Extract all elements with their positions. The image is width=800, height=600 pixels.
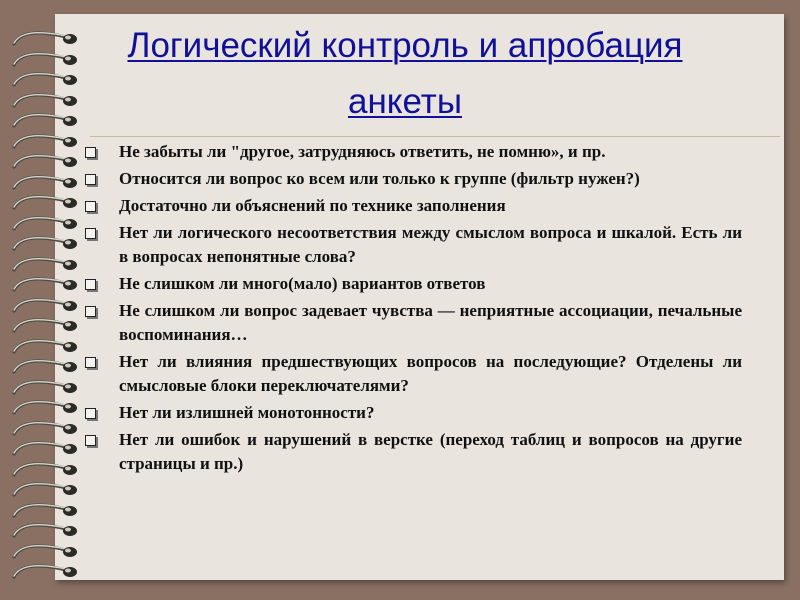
spiral-ring-icon — [8, 397, 80, 419]
spiral-ring-icon — [8, 541, 80, 563]
list-item — [80, 167, 742, 191]
checkbox-square-icon — [85, 201, 96, 212]
spiral-ring-icon — [8, 459, 80, 481]
spiral-ring-icon — [8, 131, 80, 153]
list-item — [80, 272, 742, 296]
spiral-ring-icon — [8, 172, 80, 194]
spiral-ring-icon — [8, 500, 80, 522]
list-item-text: Нет ли влияния предшествующих вопросов на последующие? Отделены ли смысловые блоки переключателями? — [119, 352, 742, 395]
list-item — [80, 350, 742, 398]
list-item-text: Не слишком ли вопрос задевает чувства — неприятные ассоциации, печальные воспоминания… — [119, 301, 742, 344]
checkbox-square-icon — [85, 435, 96, 446]
spiral-binding — [0, 0, 90, 600]
list-item-text: Достаточно ли объяснений по технике заполнения — [119, 196, 506, 215]
list-item-text: Нет ли ошибок и нарушений в верстке (переход таблиц и вопросов на другие страницы и пр.) — [119, 430, 742, 473]
spiral-ring-icon — [8, 520, 80, 542]
list-item — [80, 140, 742, 164]
spiral-ring-icon — [8, 336, 80, 358]
checkbox-square-icon — [85, 306, 96, 317]
list-item-text: Нет ли излишней монотонности? — [119, 403, 375, 422]
spiral-ring-icon — [8, 49, 80, 71]
spiral-ring-icon — [8, 151, 80, 173]
list-item-text: Относится ли вопрос ко всем или только к группе (фильтр нужен?) — [119, 169, 640, 188]
spiral-ring-icon — [8, 315, 80, 337]
spiral-ring-icon — [8, 69, 80, 91]
list-item — [80, 221, 742, 269]
spiral-ring-icon — [8, 254, 80, 276]
spiral-ring-icon — [8, 295, 80, 317]
list-item-text: Нет ли логического несоответствия между смыслом вопроса и шкалой. Есть ли в вопросах непонятные слова? — [119, 223, 742, 266]
list-item — [80, 194, 742, 218]
spiral-ring-icon — [8, 356, 80, 378]
spiral-ring-icon — [8, 274, 80, 296]
checkbox-square-icon — [85, 228, 96, 239]
spiral-ring-icon — [8, 90, 80, 112]
spiral-ring-icon — [8, 192, 80, 214]
list-item-text: Не забыты ли "другое, затрудняюсь ответить, не помню», и пр. — [119, 142, 606, 161]
slide-title — [95, 18, 715, 130]
title-line-2: анкеты — [348, 82, 462, 121]
checklist — [80, 140, 742, 479]
spiral-ring-icon — [8, 213, 80, 235]
spiral-ring-icon — [8, 438, 80, 460]
spiral-ring-icon — [8, 28, 80, 50]
list-item — [80, 401, 742, 425]
checkbox-square-icon — [85, 174, 96, 185]
list-item-text: Не слишком ли много(мало) вариантов ответов — [119, 274, 486, 293]
list-item — [80, 299, 742, 347]
spiral-ring-icon — [8, 561, 80, 583]
spiral-ring-icon — [8, 418, 80, 440]
list-item — [80, 428, 742, 476]
title-line-1: Логический контроль и апробация — [127, 26, 683, 65]
checkbox-square-icon — [85, 279, 96, 290]
checkbox-square-icon — [85, 147, 96, 158]
checkbox-square-icon — [85, 408, 96, 419]
spiral-ring-icon — [8, 377, 80, 399]
title-divider — [90, 136, 780, 137]
spiral-ring-icon — [8, 110, 80, 132]
spiral-ring-icon — [8, 479, 80, 501]
spiral-ring-icon — [8, 233, 80, 255]
checkbox-square-icon — [85, 357, 96, 368]
